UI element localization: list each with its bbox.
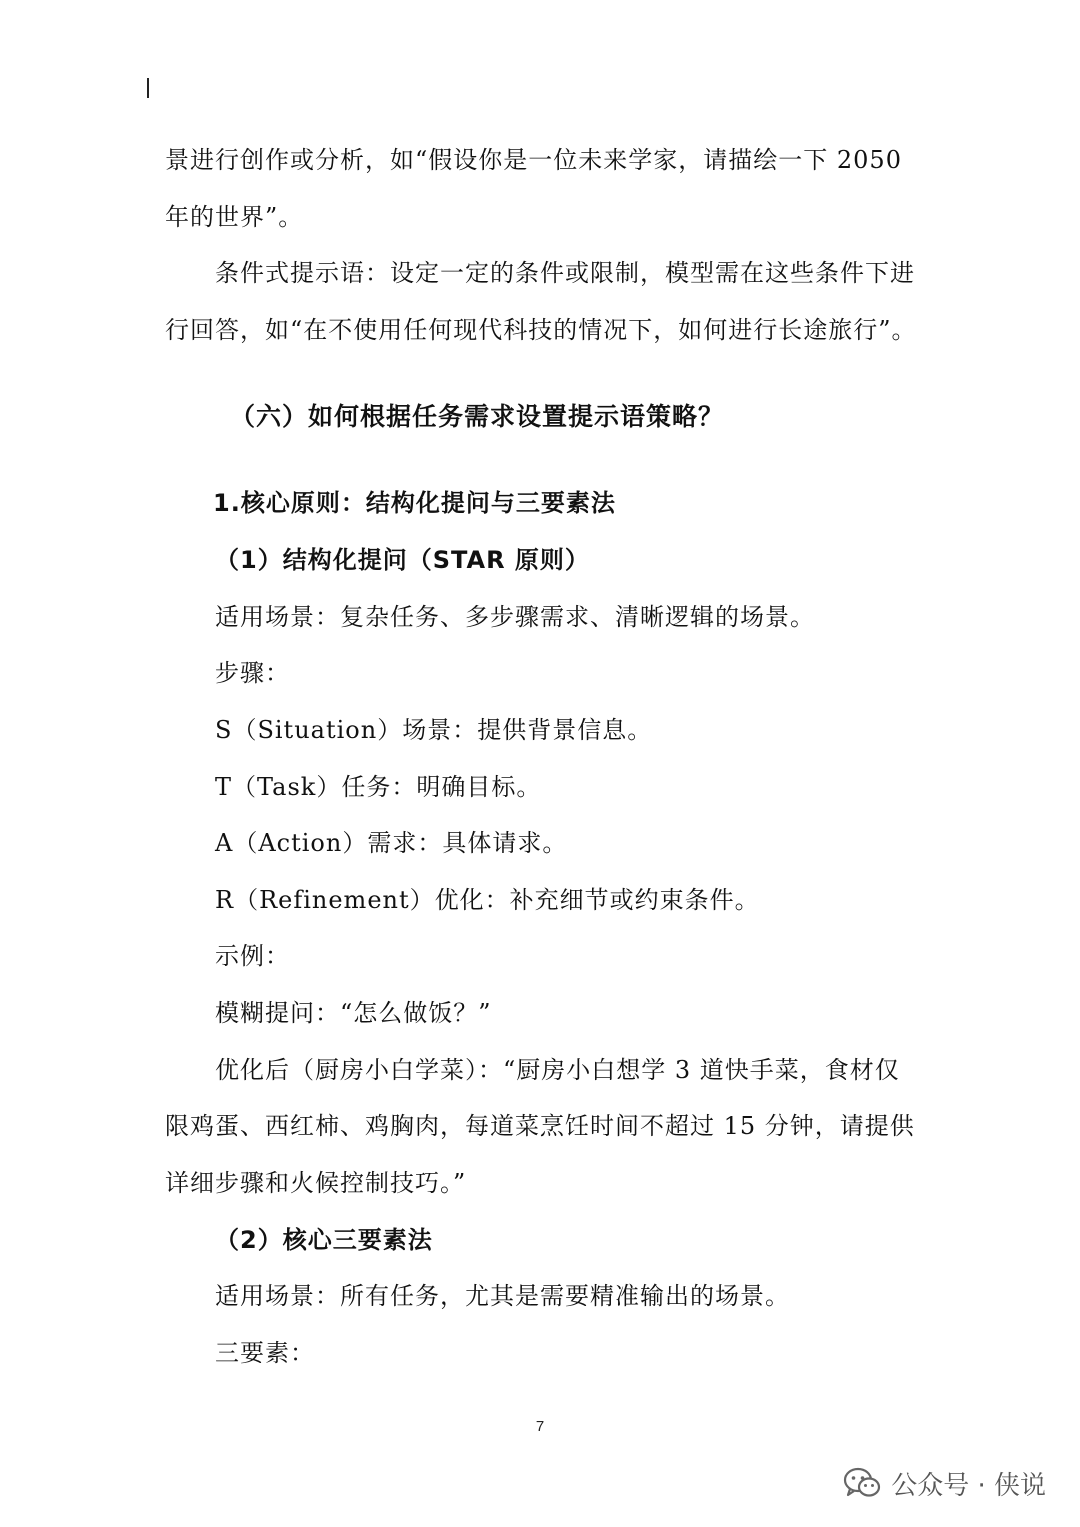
paragraph-line: 详细步骤和火候控制技巧。” xyxy=(165,1169,467,1197)
page-number: 7 xyxy=(535,1418,545,1435)
watermark-text: 公众号 · 侠说 xyxy=(891,1470,1046,1501)
list-item: S（Situation）场景：提供背景信息。 xyxy=(215,716,653,744)
paragraph-line: 景进行创作或分析，如“假设你是一位未来学家，请描绘一下 2050 xyxy=(165,146,902,174)
list-item: T（Task）任务：明确目标。 xyxy=(215,773,542,801)
list-item: A（Action）需求：具体请求。 xyxy=(215,829,568,857)
subheading: 1.核心原则：结构化提问与三要素法 xyxy=(213,489,616,517)
list-item: R（Refinement）优化：补充细节或约束条件。 xyxy=(215,886,760,914)
paragraph-line: 年的世界”。 xyxy=(165,203,304,231)
section-heading: （六）如何根据任务需求设置提示语策略？ xyxy=(230,402,725,431)
paragraph-line: 适用场景：所有任务，尤其是需要精准输出的场景。 xyxy=(215,1282,790,1310)
text-cursor xyxy=(147,78,149,98)
wechat-icon xyxy=(843,1466,881,1500)
paragraph-line: 三要素： xyxy=(215,1339,315,1367)
paragraph-line: 模糊提问：“怎么做饭？” xyxy=(215,999,492,1027)
watermark xyxy=(843,1463,1046,1503)
paragraph-line: 条件式提示语：设定一定的条件或限制，模型需在这些条件下进 xyxy=(215,259,915,287)
subheading: （1）结构化提问（STAR 原则） xyxy=(215,546,590,574)
paragraph-line: 优化后（厨房小白学菜）：“厨房小白想学 3 道快手菜，食材仅 xyxy=(215,1056,900,1084)
paragraph-line: 步骤： xyxy=(215,659,290,687)
subheading: （2）核心三要素法 xyxy=(215,1226,433,1254)
paragraph-line: 限鸡蛋、西红柿、鸡胸肉，每道菜烹饪时间不超过 15 分钟，请提供 xyxy=(165,1112,915,1140)
paragraph-line: 行回答，如“在不使用任何现代科技的情况下，如何进行长途旅行”。 xyxy=(165,316,917,344)
paragraph-line: 示例： xyxy=(215,942,290,970)
paragraph-line: 适用场景：复杂任务、多步骤需求、清晰逻辑的场景。 xyxy=(215,603,815,631)
